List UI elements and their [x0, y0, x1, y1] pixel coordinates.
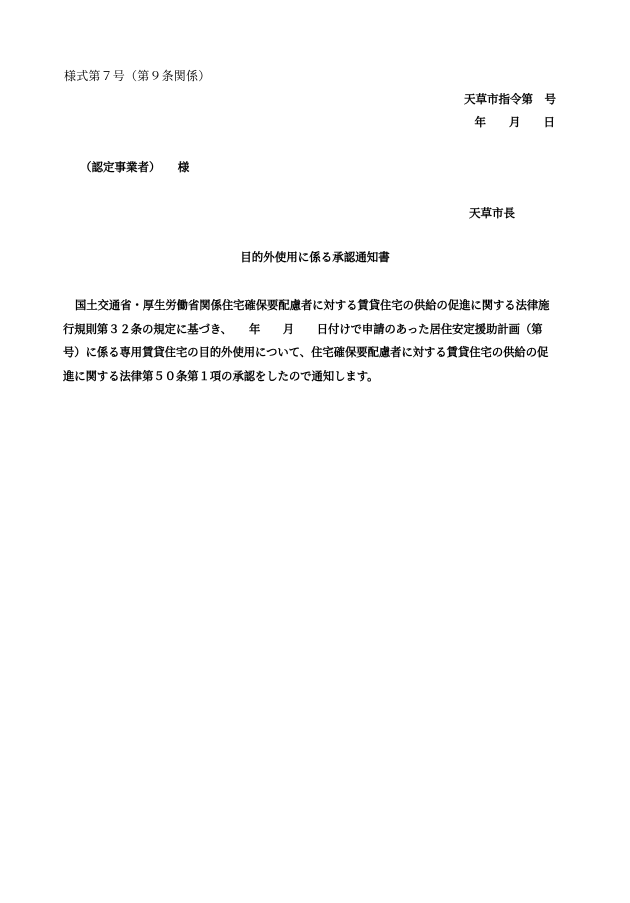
document-date: 年 月 日	[474, 115, 555, 129]
document-title: 目的外使用に係る承認通知書	[240, 250, 390, 264]
recipient-line: （認定事業者） 様	[80, 160, 190, 174]
body-paragraph: 国土交通省・厚生労働省関係住宅確保要配慮者に対する賃貸住宅の供給の促進に関する法律施行規則第３２条の規定に基づき、 年 月 日付けで申請のあった居住安定援助計画（第 号）に係る専用賃貸住宅の目的外使用について、住宅確保要配慮者に対する賃貸住宅の供給の促進に関する法律第５０条第１項の承認をしたので通知します。	[63, 299, 566, 383]
issuer-name: 天草市長	[469, 206, 515, 220]
form-number: 様式第７号（第９条関係）	[64, 69, 211, 83]
document-number: 天草市指令第 号	[464, 92, 556, 106]
